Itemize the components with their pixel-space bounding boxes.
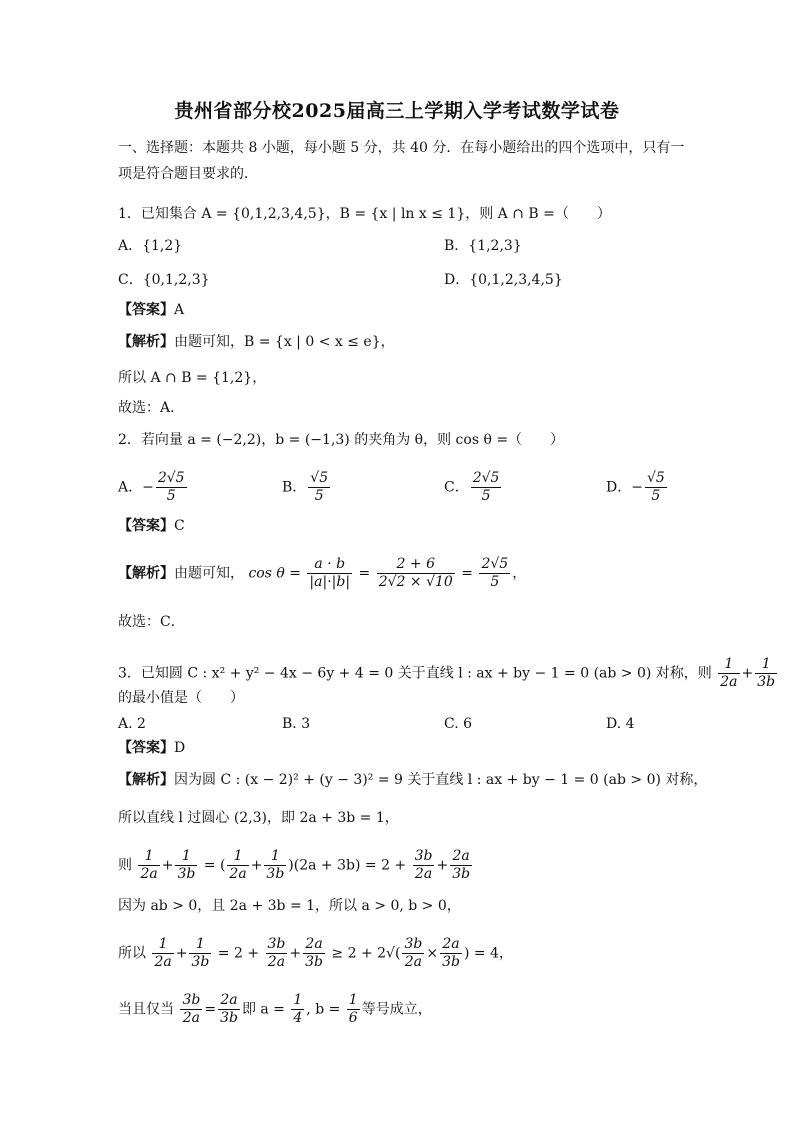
q2-answer: 【答案】C [118, 518, 185, 534]
q1-answer-value: A [174, 302, 185, 318]
q3-analysis-3: 则 $\frac{1}{2a}$ + $\frac{1}{3b}$ = ( $\frac{1}{2a}$ + $\frac{1}{3b}$ )(2a + 3b) = 2 + $\frac{3b}{2a}$ + $\frac{2a}{3b}$ [118, 848, 471, 882]
q3-option-a: A. 2 [118, 716, 146, 732]
q3-option-c: C. 6 [444, 716, 473, 732]
answer-label: 【答案】 [118, 302, 174, 318]
q2-analysis: 【解析】由题可知， cos θ = $\frac{a \cdot b}{|a|\cdot|b|}$ = $\frac{2 + 6}{2√2 \times √10}$ = $\frac{2√5}{5}$ ， [118, 556, 527, 590]
section-instructions-line1: 一、选择题：本题共 8 小题，每小题 5 分，共 40 分．在每小题给出的四个选项中，只有一 [118, 140, 685, 156]
q2-option-c: C． $\frac{2√5}{5}$ [444, 470, 500, 504]
q3-stem: 3．已知圆 C : x² + y² − 4x − 6y + 4 = 0 关于直线 l : ax + by − 1 = 0 (ab > 0) 对称，则 $\frac{1}{2a}$ + $\frac{1}{3b}$ [118, 656, 776, 690]
q1-option-d: D．{0,1,2,3,4,5} [444, 272, 563, 288]
q3-answer: 【答案】D [118, 740, 186, 756]
q2-option-b: B． $\frac{√5}{5}$ [282, 470, 329, 504]
section-instructions-line2: 项是符合题目要求的． [118, 166, 258, 182]
q1-option-b: B．{1,2,3} [444, 238, 522, 254]
q3-analysis-6: 当且仅当 $\frac{3b}{2a}$ = $\frac{2a}{3b}$ 即 a = $\frac{1}{4}$ , b = $\frac{1}{6}$ 等号成立， [118, 992, 432, 1026]
q1-analysis-3: 故选：A． [118, 400, 185, 416]
q1-analysis-2: 所以 A ∩ B = {1,2}， [118, 370, 267, 386]
q3-option-b: B. 3 [282, 716, 311, 732]
q2-option-a: A．− $\frac{2√5}{5}$ [118, 470, 185, 504]
q2-stem: 2．若向量 a = (−2,2)，b = (−1,3) 的夹角为 θ，则 cos θ =（ ） [118, 432, 565, 448]
q2-option-d: D．− $\frac{√5}{5}$ [606, 470, 665, 504]
q1-stem: 1．已知集合 A = {0,1,2,3,4,5}，B = {x | ln x ≤ 1}，则 A ∩ B =（ ） [118, 206, 611, 222]
q1-analysis-1: 【解析】由题可知，B = {x | 0 < x ≤ e}， [118, 334, 395, 350]
q1-option-c: C．{0,1,2,3} [118, 272, 210, 288]
q3-analysis-2: 所以直线 l 过圆心 (2,3)，即 2a + 3b = 1， [118, 810, 399, 826]
page-title: 贵州省部分校2025届高三上学期入学考试数学试卷 [174, 100, 620, 122]
q3-stem-2: 的最小值是（ ） [118, 690, 244, 706]
q2-conclusion: 故选：C． [118, 614, 185, 630]
analysis-label: 【解析】 [118, 334, 174, 350]
q3-analysis-5: 所以 $\frac{1}{2a}$ + $\frac{1}{3b}$ = 2 + $\frac{3b}{2a}$ + $\frac{2a}{3b}$ ≥ 2 + 2√( $\frac{3b}{2a}$ × $\frac{2a}{3b}$ ) = 4， [118, 936, 513, 970]
q3-option-d: D. 4 [606, 716, 635, 732]
q3-analysis-1: 【解析】因为圆 C : (x − 2)² + (y − 3)² = 9 关于直线 l : ax + by − 1 = 0 (ab > 0) 对称， [118, 772, 708, 788]
q3-analysis-4: 因为 ab > 0，且 2a + 3b = 1，所以 a > 0, b > 0， [118, 898, 461, 914]
q1-answer [118, 300, 184, 320]
q1-option-a: A．{1,2} [118, 238, 183, 254]
